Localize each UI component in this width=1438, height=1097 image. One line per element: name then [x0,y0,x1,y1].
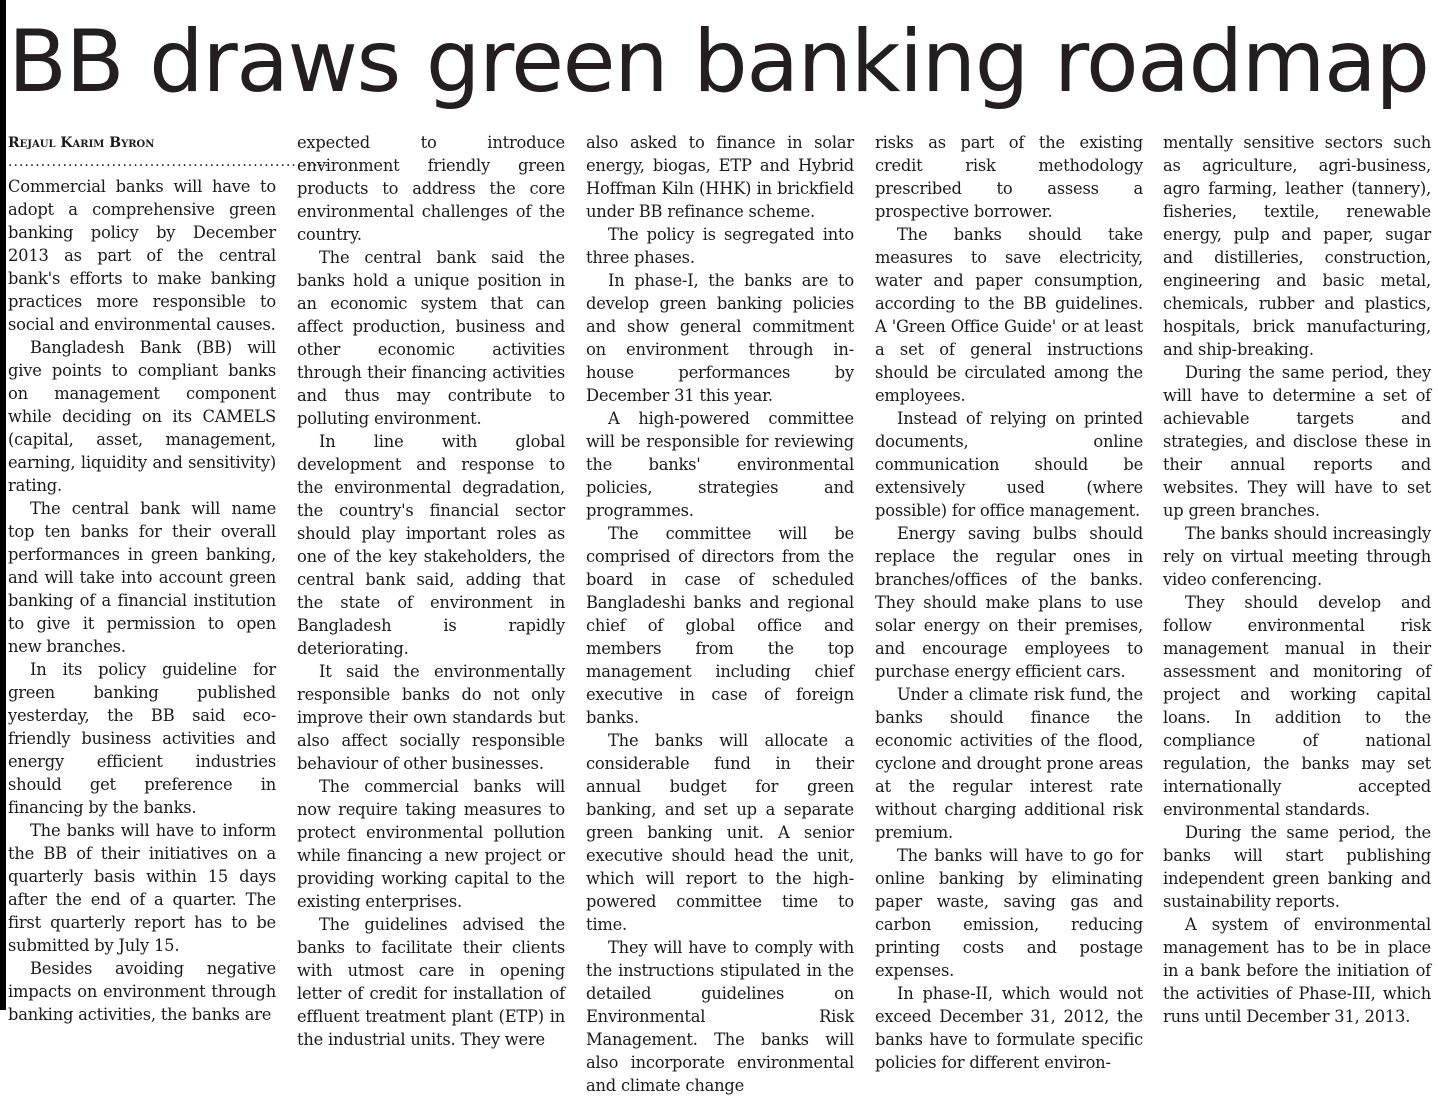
article-column-3 [586,131,854,1095]
article-column-2 [297,131,565,1049]
paragraph: In phase-II, which would not exceed December 31, 2012, the banks have to formulate specific policies for different environ- [875,984,1143,1072]
paragraph: In line with global development and response to the environmental degradation, the country's financial sector should play important roles as one of the key stakeholders, the central bank said, adding that the state of environment in Bangladesh is rapidly deteriorating. [297,432,565,658]
byline: Rejaul Karim Byron [8,135,155,151]
byline-dotted-rule: ........................................................... [8,154,330,170]
paragraph: The policy is segregated into three phases. [586,225,854,267]
paragraph: The banks should take measures to save electricity, water and paper consumption, according to the BB guidelines. A 'Green Office Guide' or at least a set of general instructions should be circulated among the employees. [875,225,1143,405]
page-edge-bar [0,0,6,1010]
paragraph: Under a climate risk fund, the banks should finance the economic activities of the flood, cyclone and drought prone areas at the regular interest rate without charging additional risk premium. [875,685,1143,842]
paragraph: The commercial banks will now require taking measures to protect environmental pollution while financing a new project or providing working capital to the existing enterprises. [297,777,565,911]
paragraph: The banks should increasingly rely on virtual meeting through video conferencing. [1163,524,1431,589]
paragraph: risks as part of the existing credit risk methodology prescribed to assess a prospective borrower. [875,133,1143,221]
paragraph: The banks will have to inform the BB of their initiatives on a quarterly basis within 15 days after the end of a quarter. The first quarterly report has to be submitted by July 15. [8,821,276,955]
paragraph: expected to introduce environment friendly green products to address the core environmental challenges of the country. [297,133,565,244]
paragraph: During the same period, the banks will start publishing independent green banking and sustainability reports. [1163,823,1431,911]
paragraph: In its policy guideline for green banking published yesterday, the BB said eco-friendly business activities and energy efficient industries should get preference in financing by the banks. [8,660,276,817]
paragraph: They should develop and follow environmental risk management manual in their assessment and monitoring of project and working capital loans. In addition to the compliance of national regulation, the banks may set internationally accepted environmental standards. [1163,593,1431,819]
paragraph: During the same period, they will have to determine a set of achievable targets and strategies, and disclose these in their annual reports and websites. They will have to set up green branches. [1163,363,1431,520]
paragraph: Instead of relying on printed documents, online communication should be extensively used (where possible) for office management. [875,409,1143,520]
paragraph: The committee will be comprised of directors from the board in case of scheduled Bangladeshi banks and regional chief of global office and members from the top management including chief executive in case of foreign banks. [586,524,854,727]
paragraph: Commercial banks will have to adopt a comprehensive green banking policy by December 2013 as part of the central bank's efforts to make banking practices more responsible to social and environmental causes. [8,177,276,334]
paragraph: Besides avoiding negative impacts on environment through banking activities, the banks are [8,959,276,1024]
paragraph: The central bank said the banks hold a unique position in an economic system that can affect production, business and other economic activities through their financing activities and thus may contribute to polluting environment. [297,248,565,428]
paragraph: They will have to comply with the instructions stipulated in the detailed guidelines on Environmental Risk Management. The banks will also incorporate environmental and climate change [586,938,854,1095]
article-column-5 [1163,131,1431,1026]
paragraph: Bangladesh Bank (BB) will give points to compliant banks on management component while deciding on its CAMELS (capital, asset, management, earning, liquidity and sensitivity) rating. [8,338,276,495]
paragraph: also asked to finance in solar energy, biogas, ETP and Hybrid Hoffman Kiln (HHK) in brickfield under BB refinance scheme. [586,133,854,221]
paragraph: The central bank will name top ten banks for their overall performances in green banking, and will take into account green banking of a financial institution to give it permission to open new branches. [8,499,276,656]
paragraph: A high-powered committee will be responsible for reviewing the banks' environmental policies, strategies and programmes. [586,409,854,520]
paragraph: The banks will allocate a considerable fund in their annual budget for green banking, and set up a separate green banking unit. A senior executive should head the unit, which will report to the high-powered committee time to time. [586,731,854,934]
headline: BB draws green banking roadmap [8,12,1429,112]
article-column-1 [8,131,330,1024]
paragraph: mentally sensitive sectors such as agriculture, agri-business, agro farming, leather (tannery), fisheries, textile, renewable energy, pulp and paper, sugar and distilleries, construction, engineering and basic metal, chemicals, rubber and plastics, hospitals, brick manufacturing, and ship-breaking. [1163,133,1431,359]
paragraph: Energy saving bulbs should replace the regular ones in branches/offices of the banks. They should make plans to use solar energy on their premises, and encourage employees to purchase energy efficient cars. [875,524,1143,681]
paragraph: The banks will have to go for online banking by eliminating paper waste, saving gas and carbon emission, reducing printing costs and postage expenses. [875,846,1143,980]
paragraph: It said the environmentally responsible banks do not only improve their own standards but also affect socially responsible behaviour of other businesses. [297,662,565,773]
paragraph: In phase-I, the banks are to develop green banking policies and show general commitment on environment through in-house performances by December 31 this year. [586,271,854,405]
article-column-4 [875,131,1143,1072]
paragraph: The guidelines advised the banks to facilitate their clients with utmost care in opening letter of credit for installation of effluent treatment plant (ETP) in the industrial units. They were [297,915,565,1049]
paragraph: A system of environmental management has to be in place in a bank before the initiation of the activities of Phase-III, which runs until December 31, 2013. [1163,915,1431,1026]
